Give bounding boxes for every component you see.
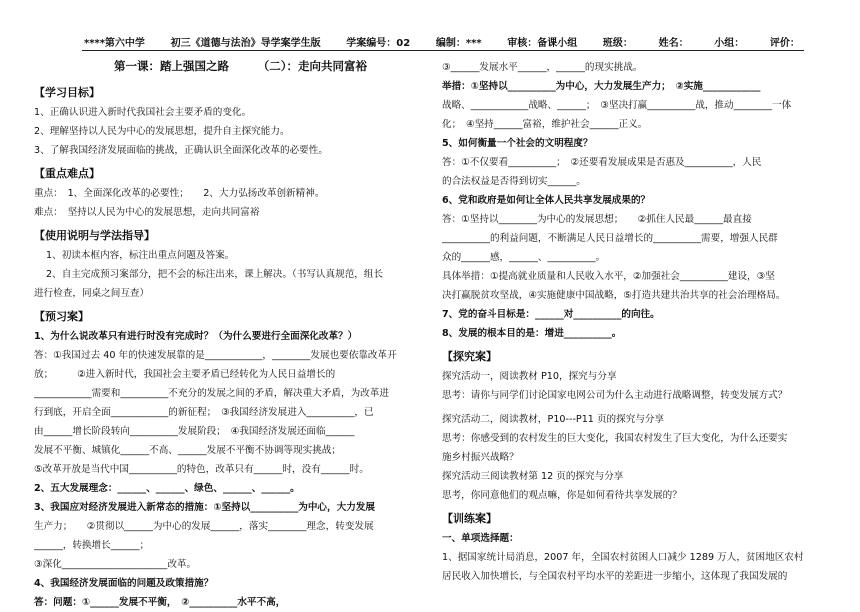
question-2: 2、五大发展理念：______、______、绿色、______、______。: [34, 483, 300, 494]
answer-line: __________的利益问题，不断满足人民日益增长的__________需要，增强人民群: [442, 233, 778, 244]
answer-line: 的合法权益是否得到切实______。: [442, 176, 586, 187]
explore-line: 探究活动一，阅读教材 P10，探究与分享: [442, 371, 617, 382]
goals-heading: 【学习目标】: [34, 86, 100, 99]
answer-line: 举措：①坚持以__________为中心，大力发展生产力； ②实施____________: [442, 81, 761, 92]
guide-heading: 【使用说明与学法指导】: [34, 229, 155, 242]
left-column: [34, 58, 424, 612]
question-5: 5、如何衡量一个社会的文明程度？: [442, 138, 593, 149]
answer-line: 战略、____________战略、______； ③坚决打赢__________战，推动________一体: [442, 100, 792, 111]
question-1: 1、为什么说改革只有进行时没有完成时？（为什么要进行全面深化改革？）: [34, 331, 358, 342]
group-label: 小组：: [714, 38, 745, 49]
lesson-title: 第一课：踏上强国之路 （二）：走向共同富裕: [114, 59, 367, 73]
school-name: ****第六中学: [84, 38, 145, 49]
answer-line: 答：①我国过去 40 年的快速发展靠的是____________，________发展也要依靠改革开: [34, 350, 397, 361]
answer-line: 众的______感，______、__________。: [442, 252, 606, 263]
explore-heading: 【探究案】: [442, 350, 497, 363]
answer-line: 答：问题：①______发展不平衡， ②__________水平不高，: [34, 597, 286, 608]
answer-line: 发展不平衡、城镇化______不高、______发展不平衡不协调等现实挑战；: [34, 445, 341, 456]
header-rule: [82, 50, 804, 51]
preview-heading: 【预习案】: [34, 310, 89, 323]
answer-line: ____________需要和__________不充分的发展之间的矛盾，解决重大矛盾，为改革进: [34, 388, 389, 399]
single-choice-heading: 一、单项选择题：: [442, 533, 519, 544]
answer-line: ③______发展水平______，______的现实挑战。: [442, 62, 643, 73]
answer-line: 由______增长阶段转向__________发展阶段； ④我国经济发展还面临______: [34, 426, 355, 437]
class-label: 班级：: [602, 38, 633, 49]
answer-line: 具体举措：①提高就业质量和人民收入水平，②加强社会__________建设，③坚: [442, 271, 775, 282]
goal-item: 1、正确认识进入新时代我国社会主要矛盾的变化。: [34, 107, 252, 118]
answer-line: ③深化______________________改革。: [34, 559, 197, 570]
question-7: 7、党的奋斗目标是：______对__________的向往。: [442, 309, 660, 320]
guide-item: 1、初读本框内容，标注出重点问题及答案。: [46, 250, 235, 261]
explore-line: 探究活动三阅读教材第 12 页的探究与分享: [442, 471, 624, 482]
answer-line: ______，转换增长______；: [34, 540, 150, 551]
answer-line: 决打赢脱贫攻坚战，④实施健康中国战略，⑤打造共建共治共享的社会治理格局。: [442, 290, 786, 301]
guide-item: 进行检查，同桌之间互查）: [34, 288, 150, 299]
answer-line: 行到底，开启全面____________的新征程； ③我国经济发展进入__________，已: [34, 407, 374, 418]
right-column: [442, 58, 834, 586]
course-name: 初三《道德与法治》导学案学生版: [170, 38, 321, 49]
explore-line: 探究活动二，阅读教材，P10---P11 页的探究与分享: [442, 414, 665, 425]
answer-line: 生产力； ②贯彻以______为中心的发展______，落实________理念，转变发展: [34, 521, 374, 532]
choice-line: 1、据国家统计局消息，2007 年，全国农村贫困人口减少 1289 万人，贫困地区农村: [442, 552, 804, 563]
explore-line: 思考：你感受到的农村发生的巨大变化，我国农村发生了巨大变化，为什么还要实: [442, 433, 788, 444]
answer-line: ⑤改革开放是当代中国__________的特色，改革只有______时，没有______时。: [34, 464, 369, 475]
goal-item: 3、了解我国经济发展面临的挑战，正确认识全面深化改革的必要性。: [34, 145, 328, 156]
explore-line: 思考，你同意他们的观点嘛，你是如何看待共享发展的？: [442, 490, 682, 501]
question-4: 4、我国经济发展面临的问题及政策措施？: [34, 578, 214, 589]
answer-line: 答：①不仅要看__________； ②还要看发展成果是否惠及__________，人民: [442, 157, 762, 168]
page-header: [84, 34, 800, 48]
question-3: 3、我国应对经济发展进入新常态的措施：①坚持以__________为中心，大力发展: [34, 502, 375, 513]
answer-line: 答：①坚持以________为中心的发展思想； ②抓住人民最______最直接: [442, 214, 752, 225]
key-heading: 【重点难点】: [34, 167, 100, 180]
key-point: 重点： 1、全面深化改革的必要性； 2、大力弘扬改革创新精神。: [34, 188, 325, 199]
eval-label: 评价：: [769, 38, 800, 49]
plan-code: 学案编号：02: [346, 38, 411, 49]
explore-line: 施乡村振兴战略？: [442, 452, 519, 463]
editor-label: 编制：***: [435, 38, 482, 49]
name-label: 姓名：: [658, 38, 689, 49]
guide-item: 2、自主完成预习案部分，把不会的标注出来，课上解决。（书写认真规范，组长: [46, 269, 384, 280]
train-heading: 【训练案】: [442, 512, 497, 525]
answer-line: 放； ②进入新时代，我国社会主要矛盾已经转化为人民日益增长的: [34, 369, 336, 380]
answer-line: 化； ④坚持______富裕，维护社会______正义。: [442, 119, 648, 130]
choice-line: 居民收入加快增长，与全国农村平均水平的差距进一步缩小，这体现了我国发展的: [442, 571, 788, 582]
explore-line: 思考：请你与同学们讨论国家电网公司为什么主动进行战略调整，转变发展方式？: [442, 390, 788, 401]
goal-item: 2、理解坚持以人民为中心的发展思想，提升自主探究能力。: [34, 126, 290, 137]
difficult-point: 难点： 坚持以人民为中心的发展思想，走向共同富裕: [34, 207, 260, 218]
question-6: 6、党和政府是如何让全体人民共享发展成果的？: [442, 195, 651, 206]
question-8: 8、发展的根本目的是：增进__________。: [442, 328, 622, 339]
reviewer-label: 审核：备课小组: [507, 38, 578, 49]
